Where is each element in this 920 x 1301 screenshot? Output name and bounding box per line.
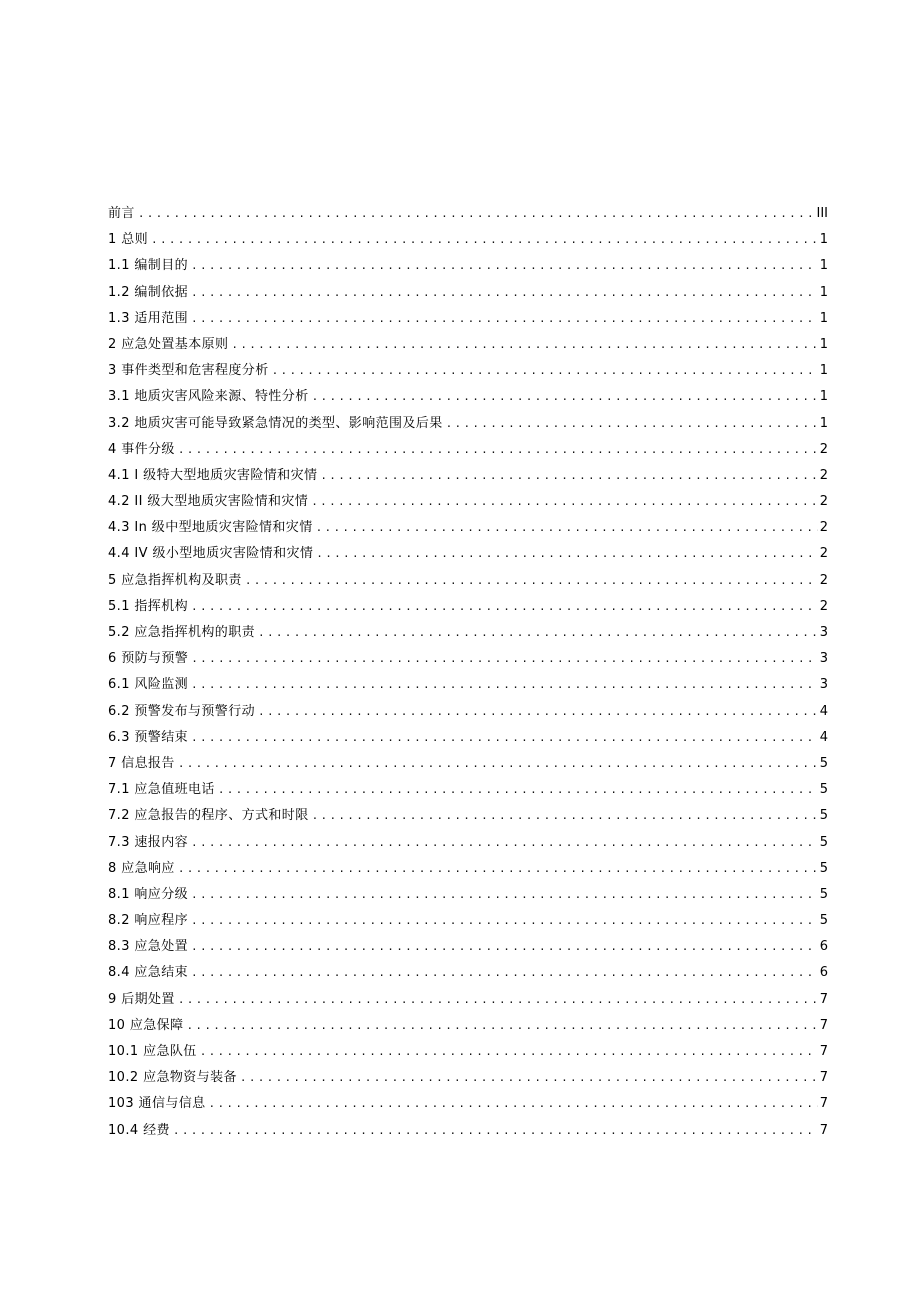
toc-entry-page-number: 5 <box>819 913 828 929</box>
toc-dot-leader <box>191 886 818 904</box>
toc-dot-leader <box>173 1122 818 1140</box>
toc-entry[interactable] <box>108 860 828 886</box>
toc-entry-page-number: 7 <box>819 1070 828 1086</box>
toc-entry[interactable] <box>108 755 828 781</box>
toc-entry-title: 7 信息报告 <box>108 755 175 771</box>
toc-dot-leader <box>151 231 818 249</box>
toc-entry-page-number: 4 <box>819 703 828 719</box>
toc-entry[interactable] <box>108 886 828 912</box>
toc-entry-page-number: 3 <box>819 651 828 667</box>
toc-entry-page-number: 1 <box>819 310 828 326</box>
toc-dot-leader <box>191 284 818 302</box>
toc-dot-leader <box>245 572 818 590</box>
toc-entry[interactable] <box>108 624 828 650</box>
toc-dot-leader <box>191 598 818 616</box>
toc-entry-page-number: III <box>816 206 828 221</box>
toc-entry-title: 7.3 速报内容 <box>108 834 189 850</box>
toc-entry-page-number: 5 <box>819 782 828 798</box>
toc-entry-page-number: 1 <box>819 258 828 274</box>
toc-entry[interactable] <box>108 650 828 676</box>
toc-entry[interactable] <box>108 467 828 493</box>
toc-entry[interactable] <box>108 388 828 414</box>
toc-entry[interactable] <box>108 991 828 1017</box>
toc-entry-title: 6.2 预警发布与预警行动 <box>108 703 256 719</box>
toc-entry-page-number: 4 <box>819 729 828 745</box>
toc-entry-title: 5 应急指挥机构及职责 <box>108 572 242 588</box>
toc-entry[interactable] <box>108 362 828 388</box>
toc-dot-leader <box>258 624 818 642</box>
toc-entry[interactable] <box>108 519 828 545</box>
toc-entry-title: 1.2 编制依据 <box>108 284 189 300</box>
toc-entry[interactable] <box>108 912 828 938</box>
toc-entry[interactable] <box>108 572 828 598</box>
toc-entry-title: 7.1 应急值班电话 <box>108 782 215 798</box>
toc-dot-leader <box>178 991 818 1009</box>
toc-entry-page-number: 6 <box>819 939 828 955</box>
toc-entry-page-number: 5 <box>819 886 828 902</box>
toc-dot-leader <box>446 415 818 433</box>
toc-entry[interactable] <box>108 964 828 990</box>
toc-dot-leader <box>178 441 818 459</box>
toc-dot-leader <box>191 938 818 956</box>
toc-entry-page-number: 1 <box>819 336 828 352</box>
toc-entry[interactable] <box>108 545 828 571</box>
toc-entry-title: 10.2 应急物资与装备 <box>108 1070 237 1086</box>
toc-entry-page-number: 2 <box>819 467 828 483</box>
toc-entry[interactable] <box>108 834 828 860</box>
toc-entry-title: 8.3 应急处置 <box>108 939 189 955</box>
toc-entry-page-number: 2 <box>819 598 828 614</box>
toc-dot-leader <box>312 807 818 825</box>
toc-entry-title: 前言 <box>108 206 135 221</box>
toc-entry[interactable] <box>108 415 828 441</box>
toc-entry[interactable] <box>108 807 828 833</box>
toc-entry-title: 4.4 IV 级小型地质灾害险情和灾情 <box>108 546 314 562</box>
toc-entry[interactable] <box>108 729 828 755</box>
toc-entry[interactable] <box>108 310 828 336</box>
toc-entry-page-number: 1 <box>819 284 828 300</box>
toc-entry-page-number: 1 <box>819 389 828 405</box>
toc-entry-page-number: 1 <box>819 232 828 248</box>
toc-dot-leader <box>191 676 818 694</box>
toc-entry-page-number: 5 <box>819 860 828 876</box>
toc-entry-title: 3 事件类型和危害程度分析 <box>108 363 269 379</box>
toc-entry-title: 7.2 应急报告的程序、方式和时限 <box>108 808 309 824</box>
toc-entry-title: 10.1 应急队伍 <box>108 1044 197 1059</box>
toc-entry-title: 6 预防与预警 <box>108 651 189 667</box>
toc-dot-leader <box>186 1017 817 1035</box>
toc-entry[interactable] <box>108 1069 828 1095</box>
toc-entry[interactable] <box>108 231 828 257</box>
toc-entry[interactable] <box>108 493 828 519</box>
toc-entry-page-number: 6 <box>819 965 828 981</box>
toc-entry[interactable] <box>108 284 828 310</box>
toc-entry-title: 8.1 响应分级 <box>108 886 189 902</box>
toc-dot-leader <box>316 519 818 537</box>
toc-dot-leader <box>178 860 818 878</box>
toc-entry-page-number: 2 <box>819 572 828 588</box>
toc-entry-page-number: 2 <box>819 494 828 510</box>
toc-entry-title: 6.3 预警结束 <box>108 729 189 745</box>
toc-entry[interactable] <box>108 1017 828 1043</box>
toc-entry-title: 5.1 指挥机构 <box>108 598 189 614</box>
toc-entry-page-number: 1 <box>819 415 828 431</box>
toc-entry[interactable] <box>108 938 828 964</box>
toc-dot-leader <box>191 310 818 328</box>
toc-dot-leader <box>191 650 818 668</box>
toc-entry[interactable] <box>108 781 828 807</box>
toc-entry-title: 2 应急处置基本原则 <box>108 336 229 352</box>
toc-entry-page-number: 1 <box>819 363 828 379</box>
toc-dot-leader <box>209 1095 818 1113</box>
toc-entry-page-number: 7 <box>819 1017 828 1033</box>
toc-entry-page-number: 2 <box>819 441 828 457</box>
toc-entry-title: 10 应急保障 <box>108 1017 184 1033</box>
toc-entry[interactable] <box>108 703 828 729</box>
toc-dot-leader <box>138 205 815 223</box>
toc-entry-title: 4.2 II 级大型地质灾害险情和灾情 <box>108 494 309 510</box>
toc-entry-title: 8 应急响应 <box>108 860 175 876</box>
toc-dot-leader <box>191 729 818 747</box>
toc-entry-title: 4.1 I 级特大型地质灾害险情和灾情 <box>108 467 318 483</box>
toc-entry[interactable] <box>108 1095 828 1121</box>
toc-entry[interactable] <box>108 257 828 283</box>
toc-entry-page-number: 5 <box>819 755 828 771</box>
toc-dot-leader <box>311 493 818 511</box>
toc-entry-title: 103 通信与信息 <box>108 1096 206 1112</box>
toc-dot-leader <box>231 336 817 354</box>
toc-entry-title: 10.4 经费 <box>108 1122 170 1138</box>
toc-entry[interactable] <box>108 676 828 702</box>
toc-dot-leader <box>218 781 818 799</box>
toc-entry-title: 3.2 地质灾害可能导致紧急情况的类型、影响范围及后果 <box>108 415 443 431</box>
toc-entry-title: 9 后期处置 <box>108 991 175 1007</box>
toc-entry-title: 3.1 地质灾害风险来源、特性分析 <box>108 389 309 405</box>
toc-dot-leader <box>191 834 818 852</box>
toc-entry-page-number: 3 <box>819 625 828 640</box>
toc-entry-page-number: 7 <box>819 991 828 1007</box>
toc-dot-leader <box>191 964 818 982</box>
toc-dot-leader <box>191 257 818 275</box>
toc-entry-title: 8.4 应急结束 <box>108 965 189 981</box>
toc-entry-title: 6.1 风险监测 <box>108 677 189 693</box>
toc-entry-title: 1 总则 <box>108 232 149 248</box>
toc-entry-page-number: 2 <box>819 520 828 536</box>
toc-dot-leader <box>191 912 818 930</box>
toc-dot-leader <box>178 755 818 773</box>
toc-entry[interactable] <box>108 205 828 231</box>
toc-entry-title: 8.2 响应程序 <box>108 913 189 929</box>
toc-entry-title: 1.1 编制目的 <box>108 258 189 274</box>
toc-entry-page-number: 7 <box>819 1122 828 1138</box>
toc-dot-leader <box>200 1043 818 1061</box>
toc-entry-page-number: 5 <box>819 834 828 850</box>
toc-entry-page-number: 7 <box>819 1044 828 1059</box>
toc-dot-leader <box>258 703 818 721</box>
toc-entry-page-number: 5 <box>819 808 828 824</box>
table-of-contents <box>108 205 828 1148</box>
toc-entry-title: 5.2 应急指挥机构的职责 <box>108 625 256 640</box>
toc-entry[interactable] <box>108 1122 828 1148</box>
toc-entry-title: 1.3 适用范围 <box>108 310 189 326</box>
toc-entry[interactable] <box>108 1043 828 1069</box>
toc-entry-title: 4 事件分级 <box>108 441 175 457</box>
toc-dot-leader <box>316 545 817 563</box>
toc-entry[interactable] <box>108 598 828 624</box>
toc-dot-leader <box>240 1069 818 1087</box>
toc-entry[interactable] <box>108 441 828 467</box>
toc-entry-page-number: 7 <box>819 1096 828 1112</box>
toc-entry-page-number: 3 <box>819 677 828 693</box>
toc-entry-page-number: 2 <box>819 546 828 562</box>
toc-entry[interactable] <box>108 336 828 362</box>
toc-entry-title: 4.3 In 级中型地质灾害险情和灾情 <box>108 520 313 536</box>
toc-dot-leader <box>320 467 817 485</box>
toc-dot-leader <box>312 388 818 406</box>
toc-dot-leader <box>272 362 818 380</box>
